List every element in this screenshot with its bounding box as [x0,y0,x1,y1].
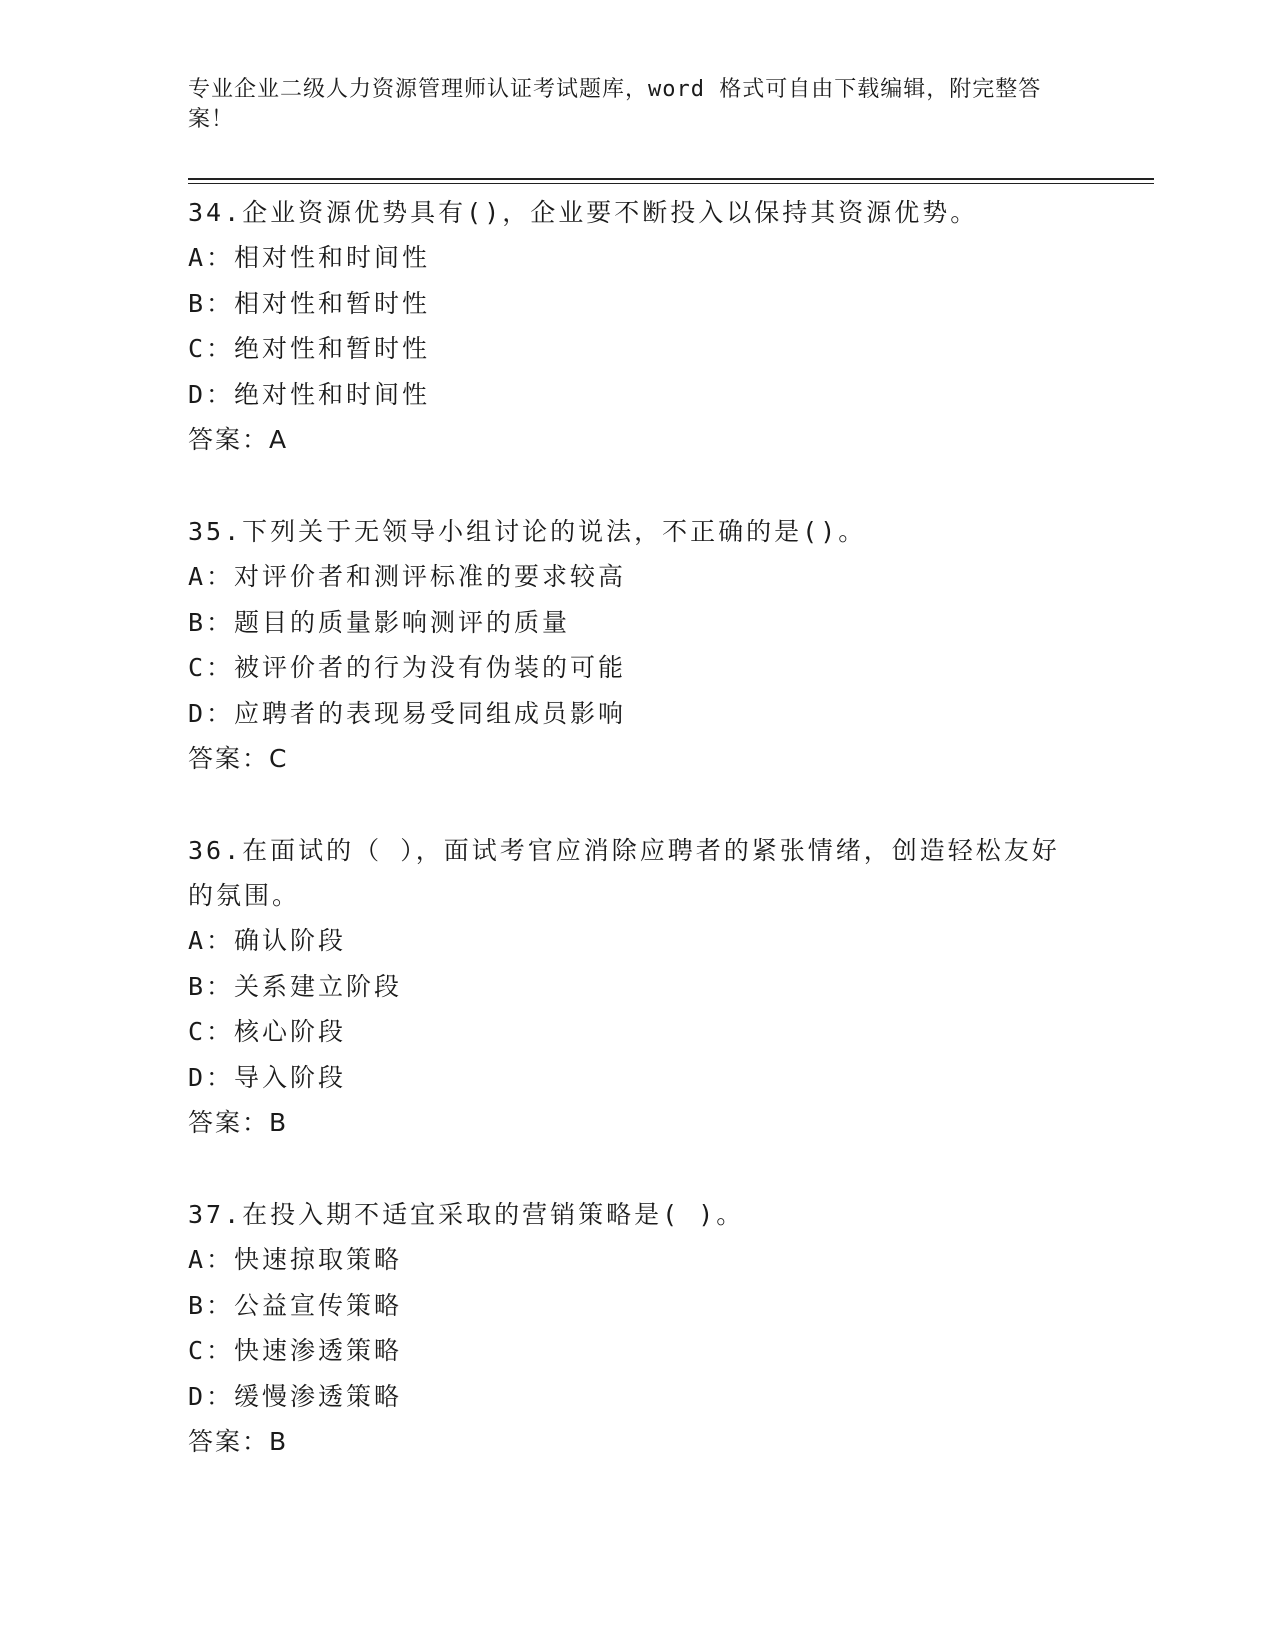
option-d: D：缓慢渗透策略 [188,1381,403,1411]
option-b: B：公益宣传策略 [188,1290,403,1320]
question-stem: 37.在投入期不适宜采取的营销策略是( )。 [188,1200,745,1229]
answer-line: 答案：A [188,425,289,454]
option-a: A：确认阶段 [188,926,347,955]
option-c: C：快速渗透策略 [188,1336,403,1365]
header-divider-bottom [188,183,1154,184]
answer-line: 答案：B [188,1427,289,1456]
question-item [188,190,1068,462]
question-stem: 35.下列关于无领导小组讨论的说法，不正确的是()。 [188,517,867,546]
question-stem: 36.在面试的（ ），面试考官应消除应聘者的紧张情绪，创造轻松友好的氛围。 [188,836,1060,910]
option-b: B：相对性和暂时性 [188,288,431,318]
question-item [188,1192,1068,1464]
option-d: D：应聘者的表现易受同组成员影响 [188,698,627,728]
question-list [188,190,1068,1511]
option-b: B：题目的质量影响测评的质量 [188,607,571,637]
option-d: D：导入阶段 [188,1062,347,1092]
option-a: A：对评价者和测评标准的要求较高 [188,562,627,591]
option-a: A：相对性和时间性 [188,243,431,272]
header-divider-top [188,178,1154,180]
question-stem: 34.企业资源优势具有()，企业要不断投入以保持其资源优势。 [188,198,979,227]
option-c: C：核心阶段 [188,1017,347,1046]
question-item [188,509,1068,781]
answer-line: 答案：C [188,744,289,773]
option-b: B：关系建立阶段 [188,971,403,1001]
answer-line: 答案：B [188,1108,289,1137]
option-a: A：快速掠取策略 [188,1245,403,1274]
question-item [188,828,1068,1145]
option-c: C：绝对性和暂时性 [188,334,431,363]
option-c: C：被评价者的行为没有伪装的可能 [188,653,627,682]
option-d: D：绝对性和时间性 [188,379,431,409]
document-header: 专业企业二级人力资源管理师认证考试题库，word 格式可自由下载编辑，附完整答案！ [188,77,1042,132]
